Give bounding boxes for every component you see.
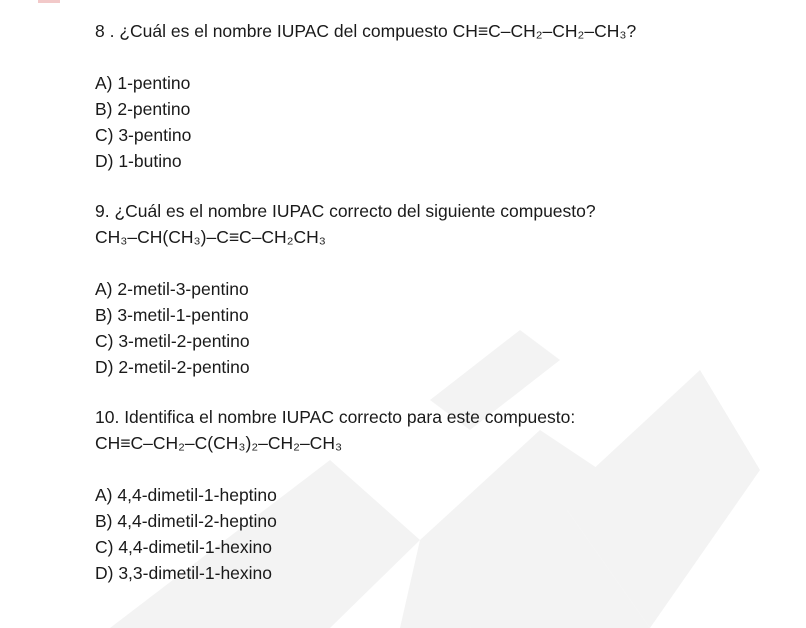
corner-mark xyxy=(38,0,60,3)
option-b: B) 2-pentino xyxy=(95,99,191,119)
question-prompt: 9. ¿Cuál es el nombre IUPAC correcto del siguiente compuesto? xyxy=(95,201,596,221)
option-d: D) 1-butino xyxy=(95,151,182,171)
question-9 xyxy=(95,198,785,380)
question-prompt: 8 . ¿Cuál es el nombre IUPAC del compuesto CH≡C–CH₂–CH₂–CH₃? xyxy=(95,21,637,41)
options-list xyxy=(95,482,785,586)
question-prompt: 10. Identifica el nombre IUPAC correcto para este compuesto: xyxy=(95,407,576,427)
option-d: D) 2-metil-2-pentino xyxy=(95,357,250,377)
option-a: A) 1-pentino xyxy=(95,73,191,93)
quiz-content xyxy=(95,18,785,610)
option-b: B) 4,4-dimetil-2-heptino xyxy=(95,511,277,531)
question-formula: CH₃–CH(CH₃)–C≡C–CH₂CH₃ xyxy=(95,227,326,247)
options-list xyxy=(95,70,785,174)
options-list xyxy=(95,276,785,380)
question-10 xyxy=(95,404,785,586)
option-d: D) 3,3-dimetil-1-hexino xyxy=(95,563,273,583)
question-formula: CH≡C–CH₂–C(CH₃)₂–CH₂–CH₃ xyxy=(95,433,343,453)
option-b: B) 3-metil-1-pentino xyxy=(95,305,249,325)
option-a: A) 2-metil-3-pentino xyxy=(95,279,249,299)
question-8 xyxy=(95,18,785,174)
option-c: C) 3-metil-2-pentino xyxy=(95,331,250,351)
option-c: C) 4,4-dimetil-1-hexino xyxy=(95,537,273,557)
option-a: A) 4,4-dimetil-1-heptino xyxy=(95,485,277,505)
option-c: C) 3-pentino xyxy=(95,125,192,145)
